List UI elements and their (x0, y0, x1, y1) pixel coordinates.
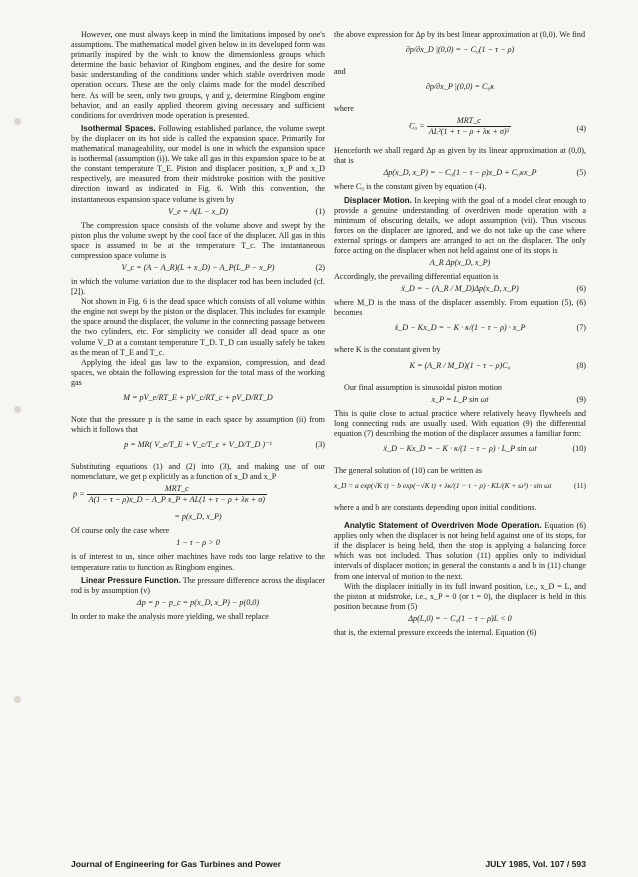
paragraph: Accordingly, the prevailing differential equation is (334, 272, 499, 282)
equation-number: (4) (576, 124, 586, 134)
right-column (334, 30, 586, 638)
paragraph: However, one must always keep in mind the limitations imposed by one's assumptions. The mathematical model given below in its developed form was primarily inspired by the wish to know the dimensionless groups which determine the basic behavior of Ringbom engines, and the desire for some basic understanding of the conditions under which stable overdriven mode operation occurs. These are the only claims made for the model described here. As will be seen, only two groups, γ and χ, determine Ringbom engine behavior, and an easily applied theorem giving necessary and sufficient conditions for overdriven mode operation is presented. (71, 30, 325, 120)
paragraph: In order to make the analysis more yielding, we shall replace (71, 611, 269, 621)
equation-number: (1) (315, 206, 325, 216)
paragraph: where C₀ is the constant given by equation (4). (334, 182, 487, 192)
paragraph-text: The pressure difference across the displacer rod is by assumption (v) (71, 575, 325, 595)
paragraph (334, 521, 586, 582)
equation (334, 116, 586, 144)
paragraph: Not shown in Fig. 6 is the dead space which consists of all volume within the engine not swept by the piston or the displacer. This includes for example the space around the displacer, the volume in the connecting passage between the two cylinders, etc. For simplicity we consider all dead space as one volume V_D at a constant temperature T_D. T_D can usually safely be taken as the mean of T_E and T_c. (71, 297, 325, 357)
section-heading: Linear Pressure Function. (81, 575, 181, 585)
denominator: AL²(1 + τ − ρ + λκ + σ)² (428, 127, 510, 137)
paragraph (71, 124, 325, 205)
equation (334, 395, 586, 407)
equation-text: 1 − τ − ρ > 0 (176, 538, 220, 548)
equation-text: ẍ_D − Kx_D = − K · κ/(1 − τ − ρ) · L_P sin ωt (383, 443, 537, 453)
equation-text: ẍ_D − Kx_D = − K · κ/(1 − τ − ρ) · x_P (394, 323, 526, 333)
paragraph-text: Following established parlance, the volume swept by the displacer on its hot side is called the expansion space. Primarily for mathematical manageability, our model is one in which the expansion space is isothermal (assumption (i)). We take all gas in this expansion space to be at the constant temperature T_E. Piston and displacer position, x_P and x_D respectively, are measured from their midstroke position with the positive direction inward as indicated in Fig. 6. With this convention, the instantaneous expansion space volume is given by (71, 123, 326, 204)
equation (71, 263, 325, 275)
equation (334, 168, 586, 180)
left-column (71, 30, 325, 622)
equation-lhs: C₀ = (408, 121, 425, 131)
paragraph: the above expression for Δp by its best linear approximation at (0,0). We find (334, 30, 586, 39)
equation-number: (3) (315, 440, 325, 450)
equation-text: V_c = (A − A_R)(L + x_D) − A_P(L_P − x_P) (121, 262, 275, 272)
paragraph: This is quite close to actual practice where relatively heavy flywheels and long connecting rods are usually used. With equation (9) the differential equation (7) describing the motion of the displacer assumes a familiar form: (334, 408, 586, 438)
equation-text: ∂p/∂x_P |(0,0) = C₀κ (425, 82, 495, 92)
equation-number: (7) (576, 323, 586, 333)
paragraph: where M_D is the mass of the displacer assembly. From equation (5), (6) becomes (334, 298, 586, 318)
paragraph: Applying the ideal gas law to the expansion, compression, and dead spaces, we obtain the following expression for the total mass of the working gas (71, 357, 325, 387)
paragraph: where K is the constant given by (334, 345, 441, 355)
equation-number: (9) (576, 394, 586, 404)
binder-hole (14, 118, 21, 125)
equation-number: (11) (573, 480, 586, 490)
equation (334, 358, 586, 381)
equation (71, 437, 325, 460)
paragraph: in which the volume variation due to the displacer rod has been included (cf. [2]). (71, 276, 325, 297)
paragraph: Our final assumption is sinusoidal piston motion (344, 382, 502, 392)
equation (71, 512, 325, 524)
equation (334, 441, 586, 464)
equation (71, 598, 325, 610)
paragraph: is of interest to us, since other machines have rods too large relative to the temperature ratio to function as Ringbom engines. (71, 552, 325, 572)
paragraph: that is, the external pressure exceeds the internal. Equation (6) (334, 627, 537, 637)
equation-text: Δp(x_D, x_P) = − C₀(1 − τ − ρ)x_D + C₀κx_P (383, 168, 537, 178)
equation (334, 478, 586, 501)
paragraph: Note that the pressure p is the same in each space by assumption (ii) from which it follows that (71, 415, 325, 435)
paragraph: and (334, 67, 346, 77)
paragraph: where a and b are constants depending upon initial conditions. (334, 502, 537, 512)
equation-text: V_e = A(L − x_D) (168, 206, 228, 216)
issue-info: JULY 1985, Vol. 107 / 593 (485, 859, 586, 869)
equation-number: (2) (315, 262, 325, 272)
journal-name: Journal of Engineering for Gas Turbines and Power (71, 859, 281, 869)
binder-hole (14, 696, 21, 703)
equation (334, 614, 586, 626)
equation (334, 42, 586, 65)
fraction (427, 116, 511, 137)
equation-text: = p(x_D, x_P) (174, 512, 222, 522)
paragraph: Of course only the case where (71, 526, 170, 536)
section-heading: Analytic Statement of Overdriven Mode Operation. (344, 521, 542, 531)
equation-number: (10) (572, 443, 586, 453)
equation (71, 207, 325, 219)
paragraph: The general solution of (10) can be written as (334, 465, 483, 475)
equation-number: (8) (576, 360, 586, 370)
equation-text: M = pV_e/RT_E + pV_c/RT_c + pV_D/RT_D (123, 393, 273, 402)
equation-text: Δp = p − p_c = p(x_D, x_P) − p(0,0) (136, 597, 260, 607)
paragraph (334, 196, 586, 257)
equation-text: ẍ_D = − (A_R / M_D)Δp(x_D, x_P) (401, 284, 519, 294)
equation (71, 390, 325, 413)
equation (334, 320, 586, 343)
equation (71, 538, 325, 550)
equation (334, 284, 586, 296)
numerator: MRT_c (87, 484, 267, 495)
equation-text: Δp(L,0) = − C₀(1 − τ − ρ)L < 0 (408, 613, 512, 623)
paragraph (71, 576, 325, 596)
equation-text: ∂p/∂x_D |(0,0) = − C₀(1 − τ − ρ) (405, 45, 515, 55)
equation-text: K = (A_R / M_D)(1 − τ − ρ)C₀ (409, 360, 511, 370)
paragraph-text: In keeping with the goal of a model clear enough to provide a genuine understanding of overdriven mode operation with a minimum of obscuring details, we adopt assumption (vii). Thus viscous forces on the displacer are ignored, and we do not take up the case where external springs or dampers are arranged to act on the displacer. The only force acting on the displacer when not held against one of its stops is (334, 195, 586, 256)
equation-text: x_P = L_P sin ωt (431, 394, 489, 404)
paragraph: where (334, 104, 354, 114)
fraction (87, 484, 267, 505)
paragraph: With the displacer initially in its full inward position, i.e., x_D = L, and the piston at midstroke, i.e., x_P = 0 (or t = 0), the displacer is held in this position because from (5) (334, 581, 586, 611)
equation-text: x_D = a exp(√K t) − b exp(−√K t) + λκ/(1 − τ − ρ) · KL/(K + ω²) · sin ωt (334, 480, 552, 490)
equation-text: A_R Δp(x_D, x_P) (429, 258, 491, 268)
paragraph: The compression space consists of the volume above and swept by the piston plus the volume swept by the cool face of the displacer. All gas in this space is assumed to be at the temperature T_c. The instantaneous compression space volume is (71, 220, 325, 260)
equation (334, 258, 586, 270)
equation (334, 79, 586, 102)
binder-hole (14, 406, 21, 413)
equation-number: (5) (576, 168, 586, 178)
equation-number: (6) (576, 284, 586, 294)
equation-text: p = MR( V_e/T_E + V_c/T_c + V_D/T_D )⁻¹ (124, 440, 272, 450)
paragraph-text: Equation (6) applies only when the displacer is not being held against one of its stops, for if the displacer is being held, then the stop is applying a balancing force which was not included. Thus solution (11) applies only to individual intervals of displacer motion; in general the constants a and b in (11) change from one interval of motion to the next. (334, 521, 587, 581)
paragraph: Henceforth we shall regard Δp as given by its linear approximation at (0,0), that is (334, 146, 586, 166)
numerator: MRT_c (427, 116, 511, 127)
section-heading: Displacer Motion. (344, 195, 412, 205)
equation: p = $\frac{\text{MRT\_c}}{\text{A(1 − τ − ρ)x\_D − A\_P x\_P + AL(1 + τ − ρ + λκ + σ)}}$ (73, 484, 266, 505)
section-heading: Isothermal Spaces. (81, 123, 156, 133)
paragraph: Substituting equations (1) and (2) into (3), and making use of our nomenclature, we get p explicitly as a function of x_D and x_P (71, 462, 325, 482)
denominator: A(1 − τ − ρ)x_D − A_P x_P + AL(1 + τ − ρ + λκ + σ) (88, 495, 266, 505)
